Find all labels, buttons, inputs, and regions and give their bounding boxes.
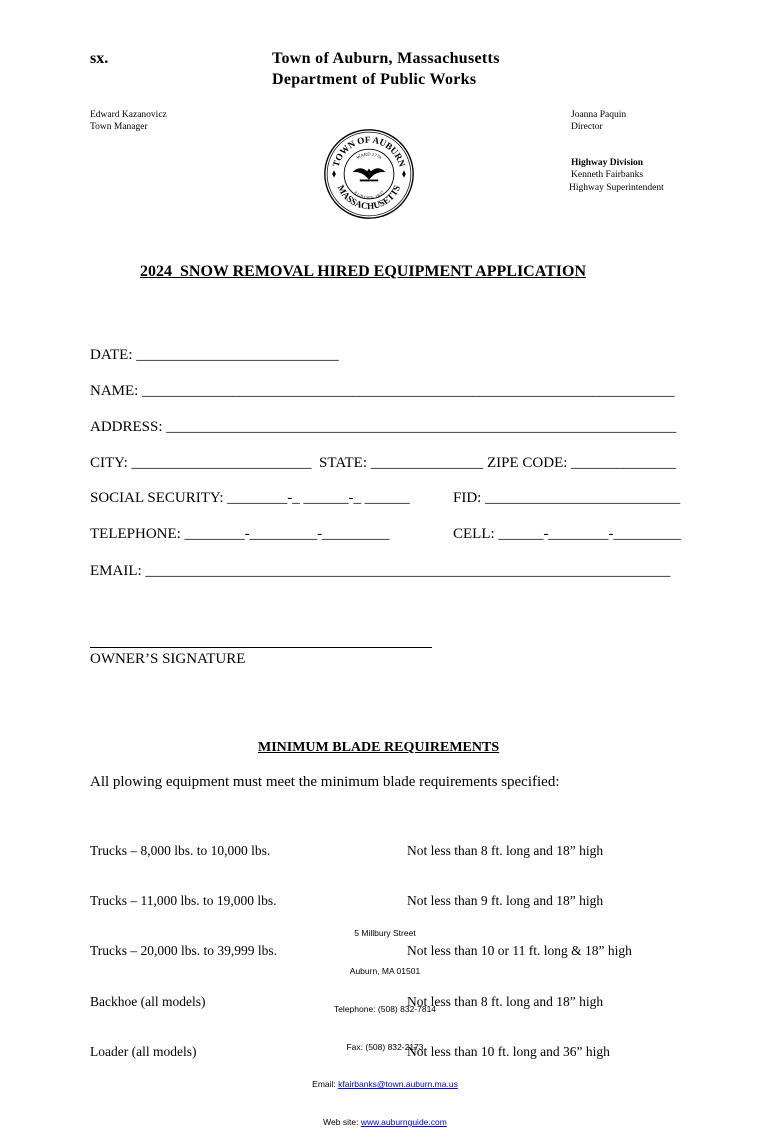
email-field[interactable]: EMAIL: ______________________________________________________________________ [90, 563, 671, 579]
footer-email-row [0, 1078, 770, 1091]
footer-street: 5 Millbury Street [354, 928, 416, 939]
footer-web-row [0, 1116, 770, 1129]
superintendent-name: Kenneth Fairbanks [571, 170, 644, 180]
list-item: Not less than 8 ft. long and 18” high [407, 842, 604, 858]
seal-star-right [402, 170, 406, 177]
list-item: Not less than 10 ft. long and 36” high [407, 1044, 610, 1060]
form-title: 2024 SNOW REMOVAL HIRED EQUIPMENT APPLICATION [140, 263, 586, 280]
address-field[interactable]: ADDRESS: ____________________________________________________________________ [90, 419, 677, 435]
list-item: Trucks – 8,000 lbs. to 10,000 lbs. [90, 842, 271, 858]
footer-web-label: Web site: [323, 1117, 359, 1128]
town-seal-icon [323, 128, 415, 220]
director-name: Joanna Paquin [571, 110, 627, 120]
town-manager-title: Town Manager [90, 122, 148, 132]
footer-email-link[interactable]: kfairbanks@town.auburn.ma.us [338, 1079, 458, 1090]
superintendent-title: Highway Superintendent [569, 183, 664, 193]
city-state-zip-field[interactable]: CITY: ________________________ STATE: _______________ ZIPE CODE: ______________ [90, 455, 677, 471]
corner-note: sx. [90, 50, 109, 67]
seal-eagle-icon [352, 168, 385, 181]
list-item: Backhoe (all models) [90, 993, 206, 1009]
department-name: Department of Public Works [272, 71, 477, 88]
footer-web-link[interactable]: www.auburnguide.com [360, 1117, 447, 1128]
requirements-intro: All plowing equipment must meet the minimum blade requirements specified: [90, 774, 560, 790]
seal-inner-top: WARD 1778 [355, 151, 383, 161]
list-item: Not less than 8 ft. long and 18” high [407, 993, 604, 1009]
list-item: Not less than 9 ft. long and 18” high [407, 892, 604, 908]
highway-division-heading: Highway Division [571, 158, 644, 168]
footer-email-label: Email: [312, 1079, 336, 1090]
director-title: Director [571, 122, 603, 132]
list-item: Not less than 10 or 11 ft. long & 18” high [407, 943, 632, 959]
footer-telephone: Telephone: (508) 832-7814 [333, 1003, 437, 1014]
signature-label: OWNER’S SIGNATURE [90, 651, 246, 667]
fid-field[interactable]: FID: __________________________ [453, 490, 681, 506]
signature-line[interactable] [90, 647, 432, 648]
list-item: Loader (all models) [90, 1044, 197, 1060]
social-security-field[interactable]: SOCIAL SECURITY: ________-_ ______-_ ______ [90, 490, 410, 506]
seal-top-text: TOWN OF AUBURN [330, 134, 408, 169]
footer-city: Auburn, MA 01501 [349, 965, 421, 976]
seal-inner-bottom: AUBURN 1837 [352, 189, 386, 201]
list-item: Trucks – 20,000 lbs. to 39,999 lbs. [90, 943, 278, 959]
list-item: Trucks – 11,000 lbs. to 19,000 lbs. [90, 892, 277, 908]
date-field[interactable]: DATE: ___________________________ [90, 347, 339, 363]
footer-contact [0, 902, 770, 1141]
name-field[interactable]: NAME: _______________________________________________________________________ [90, 383, 675, 399]
requirements-heading: MINIMUM BLADE REQUIREMENTS [258, 740, 500, 755]
town-name: Town of Auburn, Massachusetts [272, 50, 500, 67]
footer-fax: Fax: (508) 832-2173 [346, 1041, 424, 1052]
seal-bottom-text: MASSACHUSETTS [335, 183, 403, 212]
town-manager-name: Edward Kazanovicz [90, 110, 167, 120]
telephone-field[interactable]: TELEPHONE: ________-_________-_________ [90, 526, 390, 542]
cell-field[interactable]: CELL: ______-________-_________ [453, 526, 681, 542]
seal-star-left [332, 170, 336, 177]
